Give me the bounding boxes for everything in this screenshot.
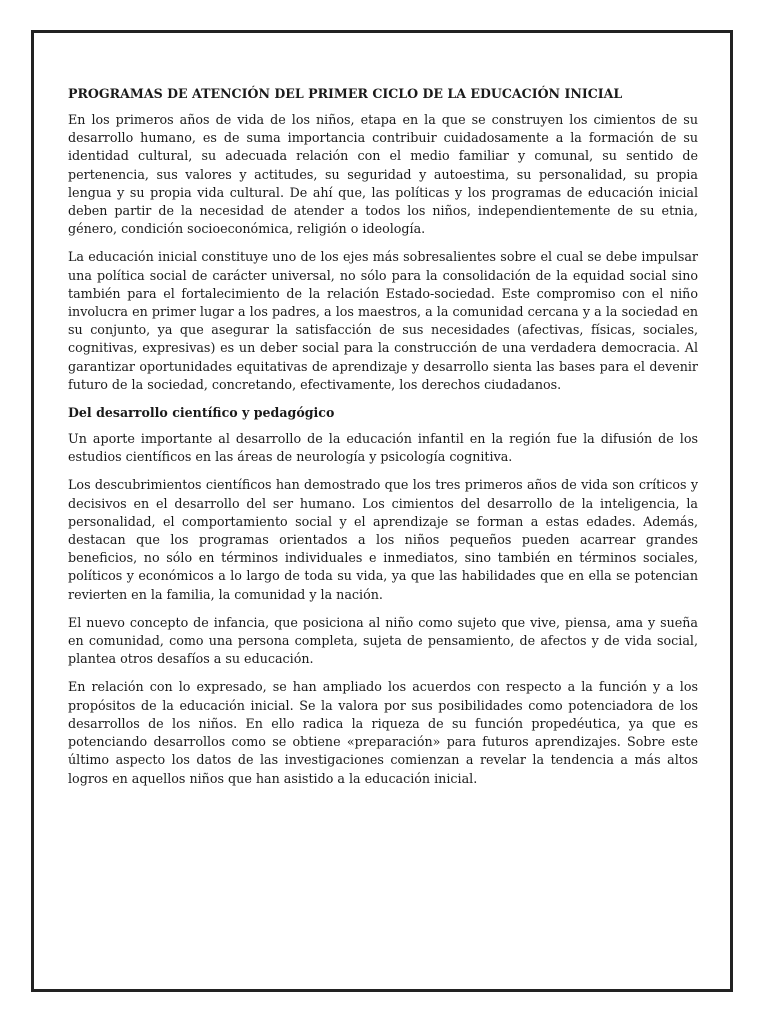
- paragraph-section-4: En relación con lo expresado, se han ampliado los acuerdos con respecto a la función y a los propósitos de la educación inicial. Se la valora por sus posibilidades como potenciadora de los desarrollos de los niños. En ello radica la riqueza de su función propedéutica, ya que es potenciando desarrollos como se obtiene «preparación» para futuros aprendizajes. Sobre este último aspecto los datos de las investigaciones comienzan a revelar la tendencia a más altos logros en aquellos niños que han asistido a la educación inicial.: [68, 679, 698, 786]
- document-title: PROGRAMAS DE ATENCIÓN DEL PRIMER CICLO DE LA EDUCACIÓN INICIAL: [68, 86, 623, 101]
- paragraph-intro-2: La educación inicial constituye uno de los ejes más sobresalientes sobre el cual se debe impulsar una política social de carácter universal, no sólo para la consolidación de la equidad social sino también para el fortalecimiento de la relación Estado-sociedad. Este compromiso con el niño involucra en primer lugar a los padres, a los maestros, a la comunidad cercana y a la sociedad en su conjunto, ya que asegurar la satisfacción de sus necesidades (afectivas, físicas, sociales, cognitivas, expresivas) es un deber social para la construcción de una verdadera democracia. Al garantizar oportunidades equitativas de aprendizaje y desarrollo sienta las bases para el devenir futuro de la sociedad, concretando, efectivamente, los derechos ciudadanos.: [68, 249, 698, 392]
- paragraph-intro-1: En los primeros años de vida de los niños, etapa en la que se construyen los cimientos de su desarrollo humano, es de suma importancia contribuir cuidadosamente a la formación de su identidad cultural, su adecuada relación con el medio familiar y comunal, su sentido de pertenencia, sus valores y actitudes, su seguridad y autoestima, su personalidad, su propia lengua y su propia vida cultural. De ahí que, las políticas y los programas de educación inicial deben partir de la necesidad de atender a todos los niños, independientemente de su etnia, género, condición socioeconómica, religión o ideología.: [68, 112, 698, 237]
- page-frame: [31, 30, 733, 992]
- section-heading: Del desarrollo científico y pedagógico: [68, 405, 335, 421]
- document-body: [68, 85, 698, 798]
- paragraph-section-2: Los descubrimientos científicos han demostrado que los tres primeros años de vida son críticos y decisivos en el desarrollo del ser humano. Los cimientos del desarrollo de la inteligencia, la personalidad, el comportamiento social y el aprendizaje se forman a estas edades. Además, destacan que los programas orientados a los niños pequeños pueden acarrear grandes beneficios, no sólo en términos individuales e inmediatos, sino también en términos sociales, políticos y económicos a lo largo de toda su vida, ya que las habilidades que en ella se potencian revierten en la familia, la comunidad y la nación.: [68, 477, 698, 602]
- paragraph-section-3: El nuevo concepto de infancia, que posiciona al niño como sujeto que vive, piensa, ama y sueña en comunidad, como una persona completa, sujeta de pensamiento, de afectos y de vida social, plantea otros desafíos a su educación.: [68, 614, 698, 667]
- paragraph-section-1: Un aporte importante al desarrollo de la educación infantil en la región fue la difusión de los estudios científicos en las áreas de neurología y psicología cognitiva.: [68, 431, 698, 465]
